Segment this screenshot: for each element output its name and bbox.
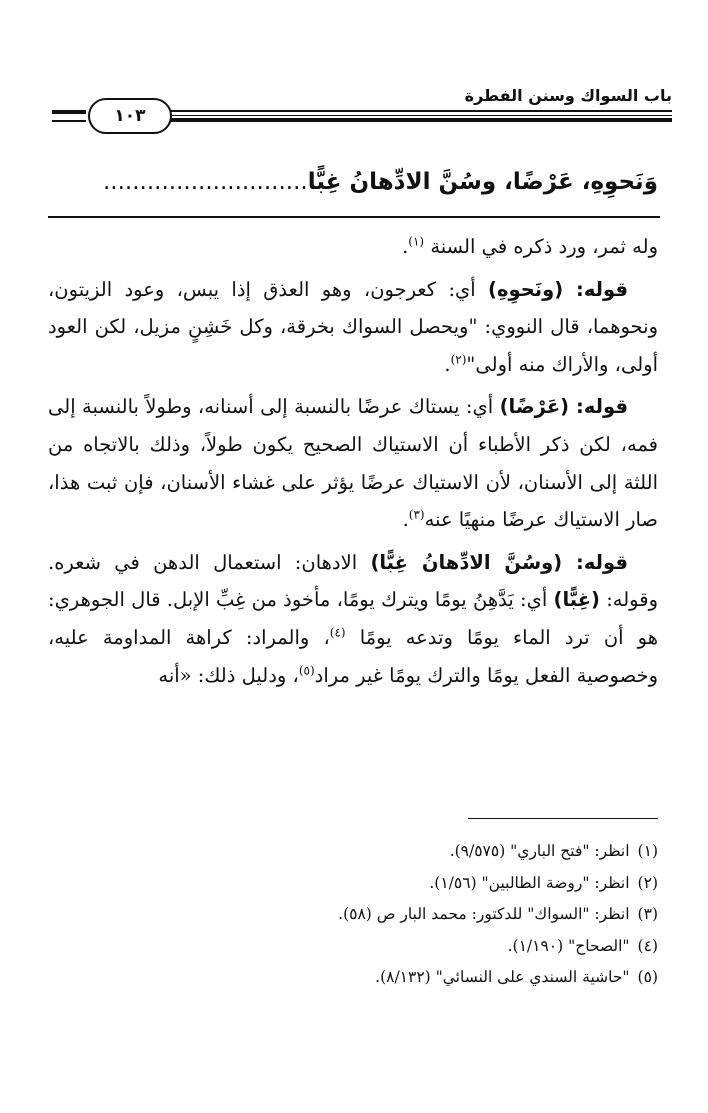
paragraph-2 [48, 271, 658, 384]
paragraph-end: . [402, 508, 409, 532]
footnote-text: انظر: "السواك" للدكتور: محمد البار ص (٥٨). [338, 905, 630, 923]
footnote-item [48, 931, 658, 963]
footnote-number: (٢) [637, 873, 658, 892]
paragraph-3 [48, 388, 658, 538]
footnote-ref: (٥) [298, 663, 315, 678]
quote-label: قوله: (وسُنَّ الادِّهانُ غِبًّا) [370, 550, 628, 574]
paragraph-4 [48, 544, 658, 694]
header-rule [160, 110, 672, 122]
paragraph-end: . [402, 235, 409, 258]
footnote-ref: (١) [408, 234, 425, 249]
footnote-separator [468, 818, 658, 819]
footnote-item [48, 899, 658, 931]
matn-rule [48, 216, 660, 218]
footnote-item [48, 836, 658, 868]
matn-heading [50, 160, 658, 204]
paragraph-text: ، والمراد: كراهة المداومة عليه، وخصوصية الفعل يومًا والترك يومًا غير مراد [48, 625, 658, 687]
matn-dots: ............................ [103, 169, 308, 195]
header-left-rule [52, 110, 86, 122]
paragraph-text: ، ودليل ذلك: «أنه [158, 663, 299, 687]
running-title: باب السواك وسنن الفطرة [464, 86, 672, 105]
footnote-item [48, 962, 658, 994]
footnote-number: (١) [637, 842, 658, 860]
paragraph-text: الادهان: استعمال الدهن في شعره. وقوله: [48, 550, 658, 612]
paragraph-end: . [444, 352, 451, 376]
footnote-number: (٤) [637, 936, 658, 955]
footnote-text: "الصحاح" (١/١٩٠). [507, 936, 630, 955]
quote-label: (غِبًّا) [553, 588, 600, 612]
footnote-ref: (٢) [450, 352, 467, 367]
page-number: ١٠٣ [88, 98, 172, 134]
quote-label: قوله: (ونَحوِهِ) [488, 277, 628, 301]
footnote-text: انظر: "روضة الطالبين" (١/٥٦). [429, 873, 630, 892]
paragraph-text: أي: يَدَّهِنُ يومًا ويترك يومًا، مأخوذ من غِبِّ الإبل. قال الجوهري: هو أن ترد الماء يومًا وتدعه يومًا [48, 588, 659, 649]
footnote-number: (٥) [637, 968, 658, 986]
paragraph-text: وله ثمر، ورد ذكره في السنة [430, 235, 658, 258]
footnote-text: انظر: "فتح الباري" (٩/٥٧٥). [449, 842, 630, 860]
footnote-number: (٣) [637, 905, 658, 923]
footnote-item [48, 868, 658, 900]
footnote-ref: (٤) [329, 625, 346, 640]
matn-text: وَنَحوِهِ، عَرْضًا، وسُنَّ الادِّهانُ غِبًّا [307, 169, 658, 195]
paragraph-text: أي: كعرجون، وهو العذق إذا يبس، وعود الزيتون، ونحوهما، قال النووي: "ويحصل السواك بخرقة، وكل خَشِنٍ مزيل، لكن العود أولى، والأراك منه أولى" [48, 277, 658, 376]
quote-label: قوله: (عَرْضًا) [499, 395, 628, 419]
footnote-ref: (٣) [408, 507, 425, 522]
footnote-text: "حاشية السندي على النسائي" (٨/١٣٢). [375, 968, 630, 986]
footnotes-list [48, 836, 658, 994]
paragraph-1 [48, 228, 658, 266]
commentary-body [48, 228, 658, 699]
paragraph-text: أي: يستاك عرضًا بالنسبة إلى أسنانه، وطولاً بالنسبة إلى فمه، لكن ذكر الأطباء أن الاستياك الصحيح يكون طولاً، وذلك بالاتجاه من اللثة إلى الأسنان، لأن الاستياك عرضًا يؤثر على غشاء الأسنان، فإن ثبت هذا، صار الاستياك عرضًا منهيًا عنه [48, 395, 658, 532]
